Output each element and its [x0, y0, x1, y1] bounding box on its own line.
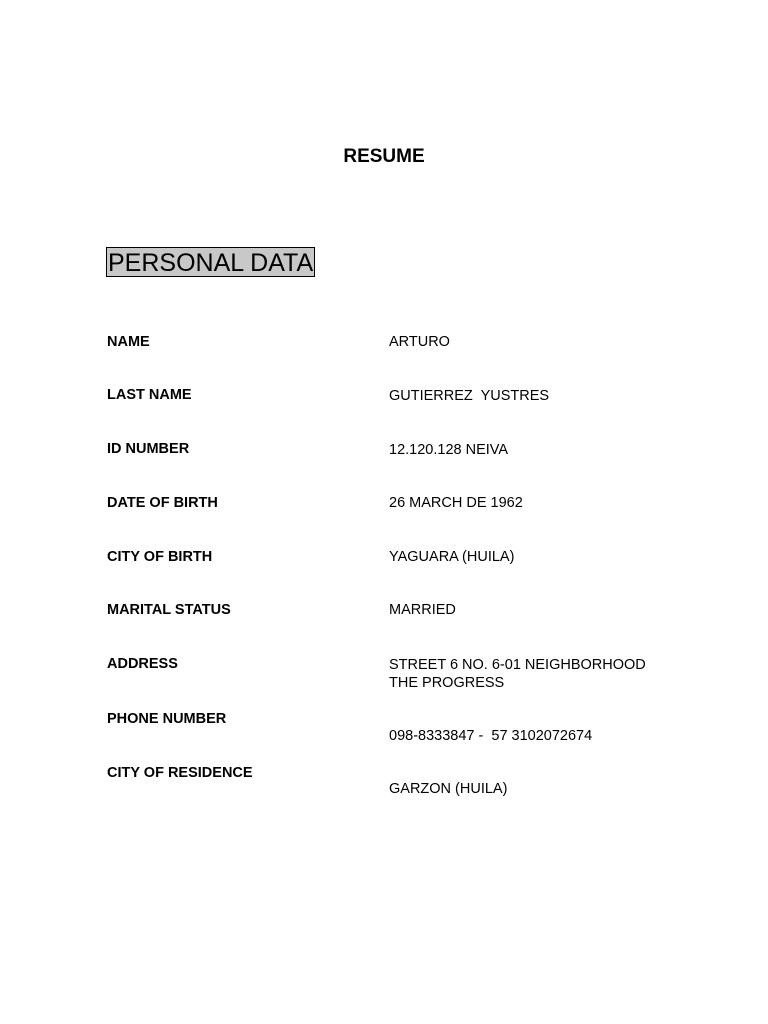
field-value-address-line-2: THE PROGRESS — [389, 675, 505, 691]
field-value-date-of-birth: 26 MARCH DE 1962 — [389, 495, 523, 511]
field-label-address: ADDRESS — [107, 656, 178, 672]
field-value-id-number: 12.120.128 NEIVA — [389, 442, 509, 458]
field-value-city-of-birth: YAGUARA (HUILA) — [389, 549, 515, 565]
field-label-date-of-birth: DATE OF BIRTH — [107, 495, 218, 511]
field-label-city-of-residence: CITY OF RESIDENCE — [107, 765, 253, 781]
field-label-name: NAME — [107, 334, 150, 350]
field-value-last-name: GUTIERREZ YUSTRES — [389, 388, 550, 404]
field-value-marital-status: MARRIED — [389, 602, 456, 618]
field-value-city-of-residence: GARZON (HUILA) — [389, 781, 508, 797]
resume-title: RESUME — [343, 146, 425, 167]
field-label-marital-status: MARITAL STATUS — [107, 602, 231, 618]
field-label-city-of-birth: CITY OF BIRTH — [107, 549, 213, 565]
field-label-phone-number: PHONE NUMBER — [107, 711, 227, 727]
field-value-phone-number: 098-8333847 - 57 3102072674 — [389, 728, 593, 744]
field-label-id-number: ID NUMBER — [107, 441, 190, 457]
field-value-name: ARTURO — [389, 334, 450, 350]
field-label-last-name: LAST NAME — [107, 387, 192, 403]
field-value-address-line-1: STREET 6 NO. 6-01 NEIGHBORHOOD — [389, 657, 646, 673]
section-heading-personal-data: PERSONAL DATA — [108, 249, 314, 277]
